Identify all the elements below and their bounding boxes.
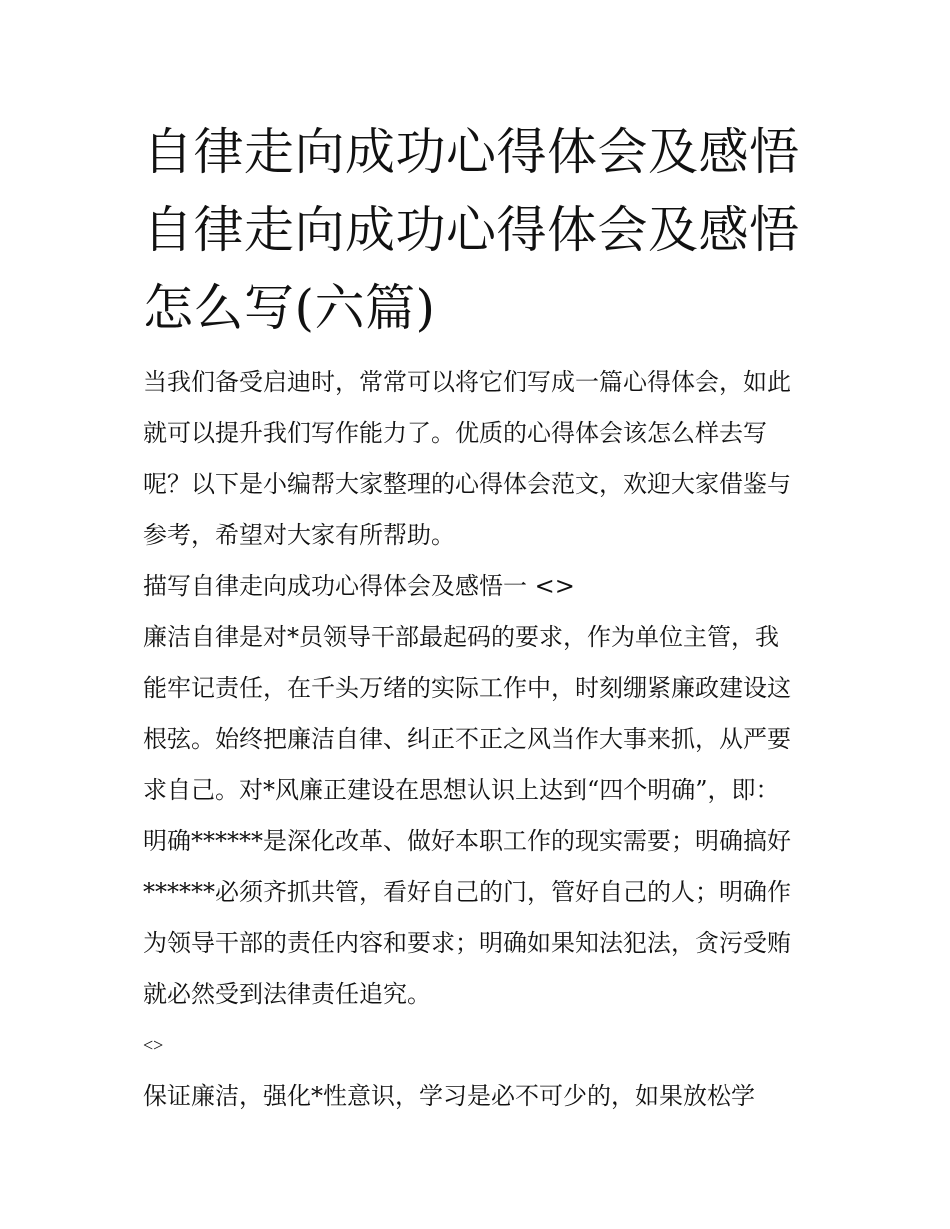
body-line: 当我们备受启迪时，常常可以将它们写成一篇心得体会，如此 xyxy=(143,368,791,396)
body-line: 保证廉洁，强化*性意识，学习是必不可少的，如果放松学 xyxy=(143,1082,755,1110)
body-line: ******必须齐抓共管，看好自己的门，管好自己的人；明确作 xyxy=(143,878,791,906)
section-marker: <> xyxy=(143,1035,164,1055)
body-line: 能牢记责任，在千头万绪的实际工作中，时刻绷紧廉政建设这 xyxy=(143,674,791,702)
document-page xyxy=(143,113,823,1122)
title-line: 怎么写(六篇) xyxy=(143,279,436,337)
title-line: 自律走向成功心得体会及感悟 xyxy=(143,201,800,259)
body-line: 参考，希望对大家有所帮助。 xyxy=(143,521,455,549)
body-line: 呢？以下是小编帮大家整理的心得体会范文，欢迎大家借鉴与 xyxy=(143,470,791,498)
body-line: 为领导干部的责任内容和要求；明确如果知法犯法，贪污受贿 xyxy=(143,929,791,957)
body-line: 就可以提升我们写作能力了。优质的心得体会该怎么样去写 xyxy=(143,419,767,447)
document-title xyxy=(143,113,823,347)
body-line: 明确******是深化改革、做好本职工作的现实需要；明确搞好 xyxy=(143,827,791,855)
document-body xyxy=(143,357,823,1122)
body-line: 根弦。始终把廉洁自律、纠正不正之风当作大事来抓，从严要 xyxy=(143,725,791,753)
body-line: 就必然受到法律责任追究。 xyxy=(143,980,431,1008)
section-heading: 描写自律走向成功心得体会及感悟一 <> xyxy=(143,572,575,600)
body-line: 求自己。对*风廉正建设在思想认识上达到“四个明确”，即： xyxy=(143,776,780,804)
body-line: 廉洁自律是对*员领导干部最起码的要求，作为单位主管，我 xyxy=(143,623,779,651)
title-line: 自律走向成功心得体会及感悟 xyxy=(143,123,800,181)
